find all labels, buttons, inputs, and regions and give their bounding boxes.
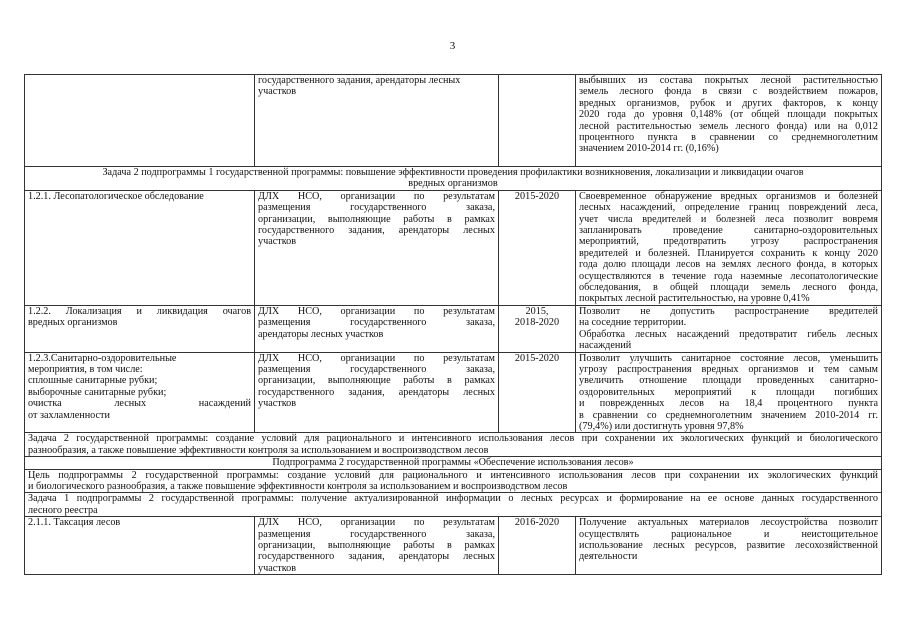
- table-row: [25, 517, 882, 575]
- result-cell: Позволит улучшить санитарное состояние лесов, уменьшить угрозу распространения вредных организмов и тем самым увеличить отношение площади проведенных санитарно- оздоровительных мероприятий к площади погибших и поврежденных лесов на 18,4 процентного пункта в сравнении со среднемноголетним значением 2010-2014 гг. (79,4%) или достигнуть уровня 97,8%: [576, 352, 882, 433]
- executors-cell: государственного задания, арендаторы лесных участков: [255, 75, 499, 167]
- name-cell: [25, 75, 255, 167]
- period-cell: 2015-2020: [499, 352, 576, 433]
- result-cell: Получение актуальных материалов лесоустройства позволит осуществлять рациональное и неистощительное использование лесных ресурсов, развитие лесохозяйственной деятельности: [576, 517, 882, 575]
- result-cell: Позволит не допустить распространение вредителей на соседние территории. Обработка лесных насаждений предотвратит гибель лесных насаждений: [576, 305, 882, 352]
- section-heading-row: [25, 457, 882, 469]
- name-cell: 1.2.2. Локализация и ликвидация очагов вредных организмов: [25, 305, 255, 352]
- task-heading: Задача 2 подпрограммы 1 государственной программы: повышение эффективности проведения профилактики возникновения, локализации и ликвидации очагов вредных организмов: [25, 167, 882, 191]
- executors-cell: ДЛХ НСО, организации по результатам размещения государственного заказа, арендаторы лесных участков: [255, 305, 499, 352]
- subprogram-title: Подпрограмма 2 государственной программы «Обеспечение использования лесов»: [25, 457, 882, 469]
- period-cell: 2015, 2018-2020: [499, 305, 576, 352]
- result-cell: Своевременное обнаружение вредных организмов и болезней лесных насаждений, определение границ повреждений леса, учет числа вредителей и болезней леса позволит вовремя запланировать проведение санитарно-оздоровительных мероприятий, предотвратить угрозу распространения вредителей и болезней. Планируется сохранить к концу 2020 года долю площади лесов на землях лесного фонда, в которых осуществляются в течение года наземные лесопатологические обследования, в общей площади земель лесного фонда, покрытых лесной растительностью, на уровне 0,41%: [576, 190, 882, 305]
- program-table: [24, 74, 882, 575]
- table-row: [25, 352, 882, 433]
- page-number: 3: [449, 40, 456, 52]
- section-heading-row: [25, 167, 882, 191]
- table-row: [25, 75, 882, 167]
- name-cell: 1.2.1. Лесопатологическое обследование: [25, 190, 255, 305]
- task-heading: Задача 2 государственной программы: создание условий для рационального и интенсивного использования лесов при сохранении их экологических функций и биологического разнообразия, а также повышение эффективности контроля за использованием и воспроизводством лесов: [25, 433, 882, 457]
- section-heading-row: [25, 469, 882, 493]
- executors-cell: ДЛХ НСО, организации по результатам размещения государственного заказа, организации, выполняющие работы в рамках государственного задания, арендаторы лесных участков: [255, 190, 499, 305]
- name-cell: 1.2.3.Санитарно-оздоровительные мероприятия, в том числе: сплошные санитарные рубки; выборочные санитарные рубки; очистка лесных насаждений от захламленности: [25, 352, 255, 433]
- table-row: [25, 190, 882, 305]
- result-cell: выбывших из состава покрытых лесной растительностью земель лесного фонда в связи с воздействием пожаров, вредных организмов, рубок и других факторов, к концу 2020 года до уровня 0,148% (от общей площади покрытых лесной растительностью земель лесного фонда) или на 0,012 процентного пункта в сравнении со среднемноголетним значением 2010-2014 гг. (0,16%): [576, 75, 882, 167]
- period-cell: 2016-2020: [499, 517, 576, 575]
- executors-cell: ДЛХ НСО, организации по результатам размещения государственного заказа, организации, выполняющие работы в рамках государственного задания, арендаторы лесных участков: [255, 352, 499, 433]
- period-cell: [499, 75, 576, 167]
- table-row: [25, 305, 882, 352]
- task-heading: Задача 1 подпрограммы 2 государственной программы: получение актуализированной информации о лесных ресурсах и формирование на ее основе данных государственного лесного реестра: [25, 493, 882, 517]
- section-heading-row: [25, 493, 882, 517]
- goal-heading: Цель подпрограммы 2 государственной программы: создание условий для рационального и интенсивного использования лесов при сохранении их экологических функций и биологического разнообразия, а также повышение эффективности контроля за использованием и воспроизводством лесов: [25, 469, 882, 493]
- name-cell: 2.1.1. Таксация лесов: [25, 517, 255, 575]
- executors-cell: ДЛХ НСО, организации по результатам размещения государственного заказа, организации, выполняющие работы в рамках государственного задания, арендаторы лесных участков: [255, 517, 499, 575]
- period-cell: 2015-2020: [499, 190, 576, 305]
- section-heading-row: [25, 433, 882, 457]
